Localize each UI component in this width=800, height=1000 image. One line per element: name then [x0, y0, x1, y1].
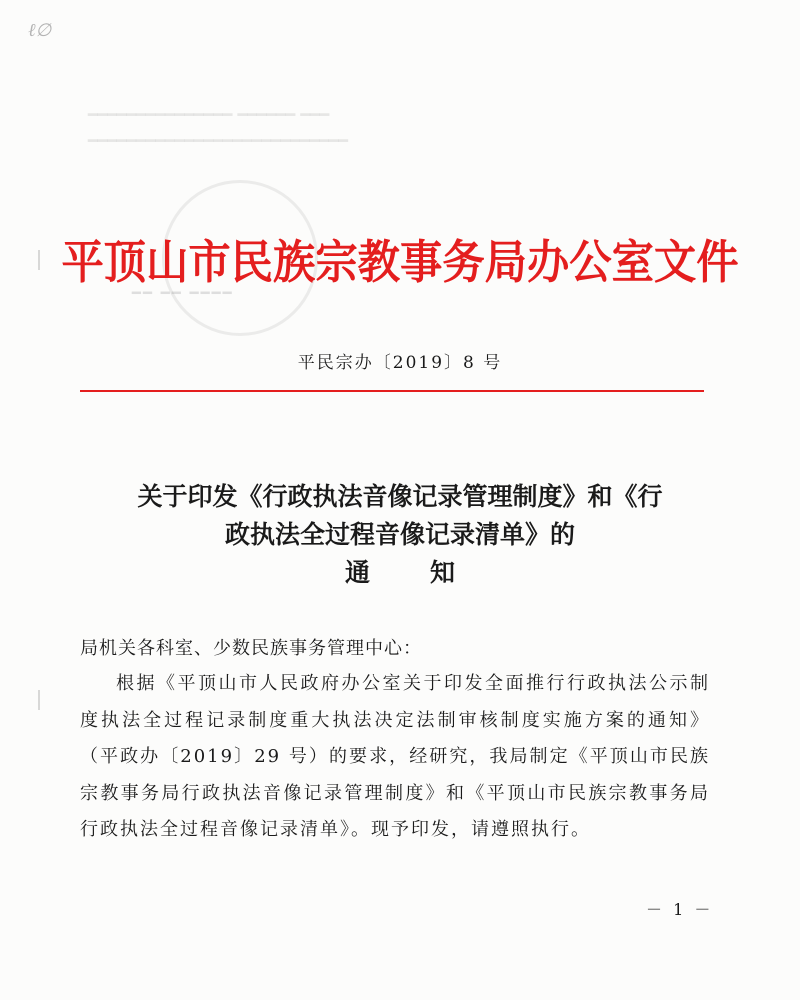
binding-hole-mark	[38, 690, 48, 710]
notice-heading	[70, 478, 730, 592]
salutation: 局机关各科室、少数民族事务管理中心：	[80, 638, 422, 659]
red-separator-line	[80, 390, 704, 392]
document-title: 平顶山市民族宗教事务局办公室文件	[61, 235, 739, 289]
notice-heading-line: 政执法全过程音像记录清单》的	[224, 520, 575, 549]
page-number: － 1 －	[646, 900, 714, 919]
notice-heading-line: 关于印发《行政执法音像记录管理制度》和《行	[137, 482, 663, 511]
notice-heading-word: 通知	[344, 558, 515, 587]
document-number: 平民宗办〔2019〕8 号	[297, 353, 503, 373]
handwritten-mark: ℓ∅	[28, 20, 52, 41]
show-through-text: ━━━ ━━━━━━ ━━━━━━━━━━━━━━━ ━━━━━━━━━━━━━━━━━━━━━━━━━━━	[88, 105, 349, 150]
show-through-date: ━━━━ ━━ ━━	[130, 284, 232, 302]
body-paragraph: 根据《平顶山市人民政府办公室关于印发全面推行行政执法公示制度执法全过程记录制度重大执法决定法制审核制度实施方案的通知》（平政办〔2019〕29 号）的要求，经研究，我局制定《平顶山市民族宗教事务局行政执法音像记录管理制度》和《平顶山市民族宗教事务局行政执法全过程音像记录清单》。现予印发，请遵照执行。	[80, 673, 710, 840]
